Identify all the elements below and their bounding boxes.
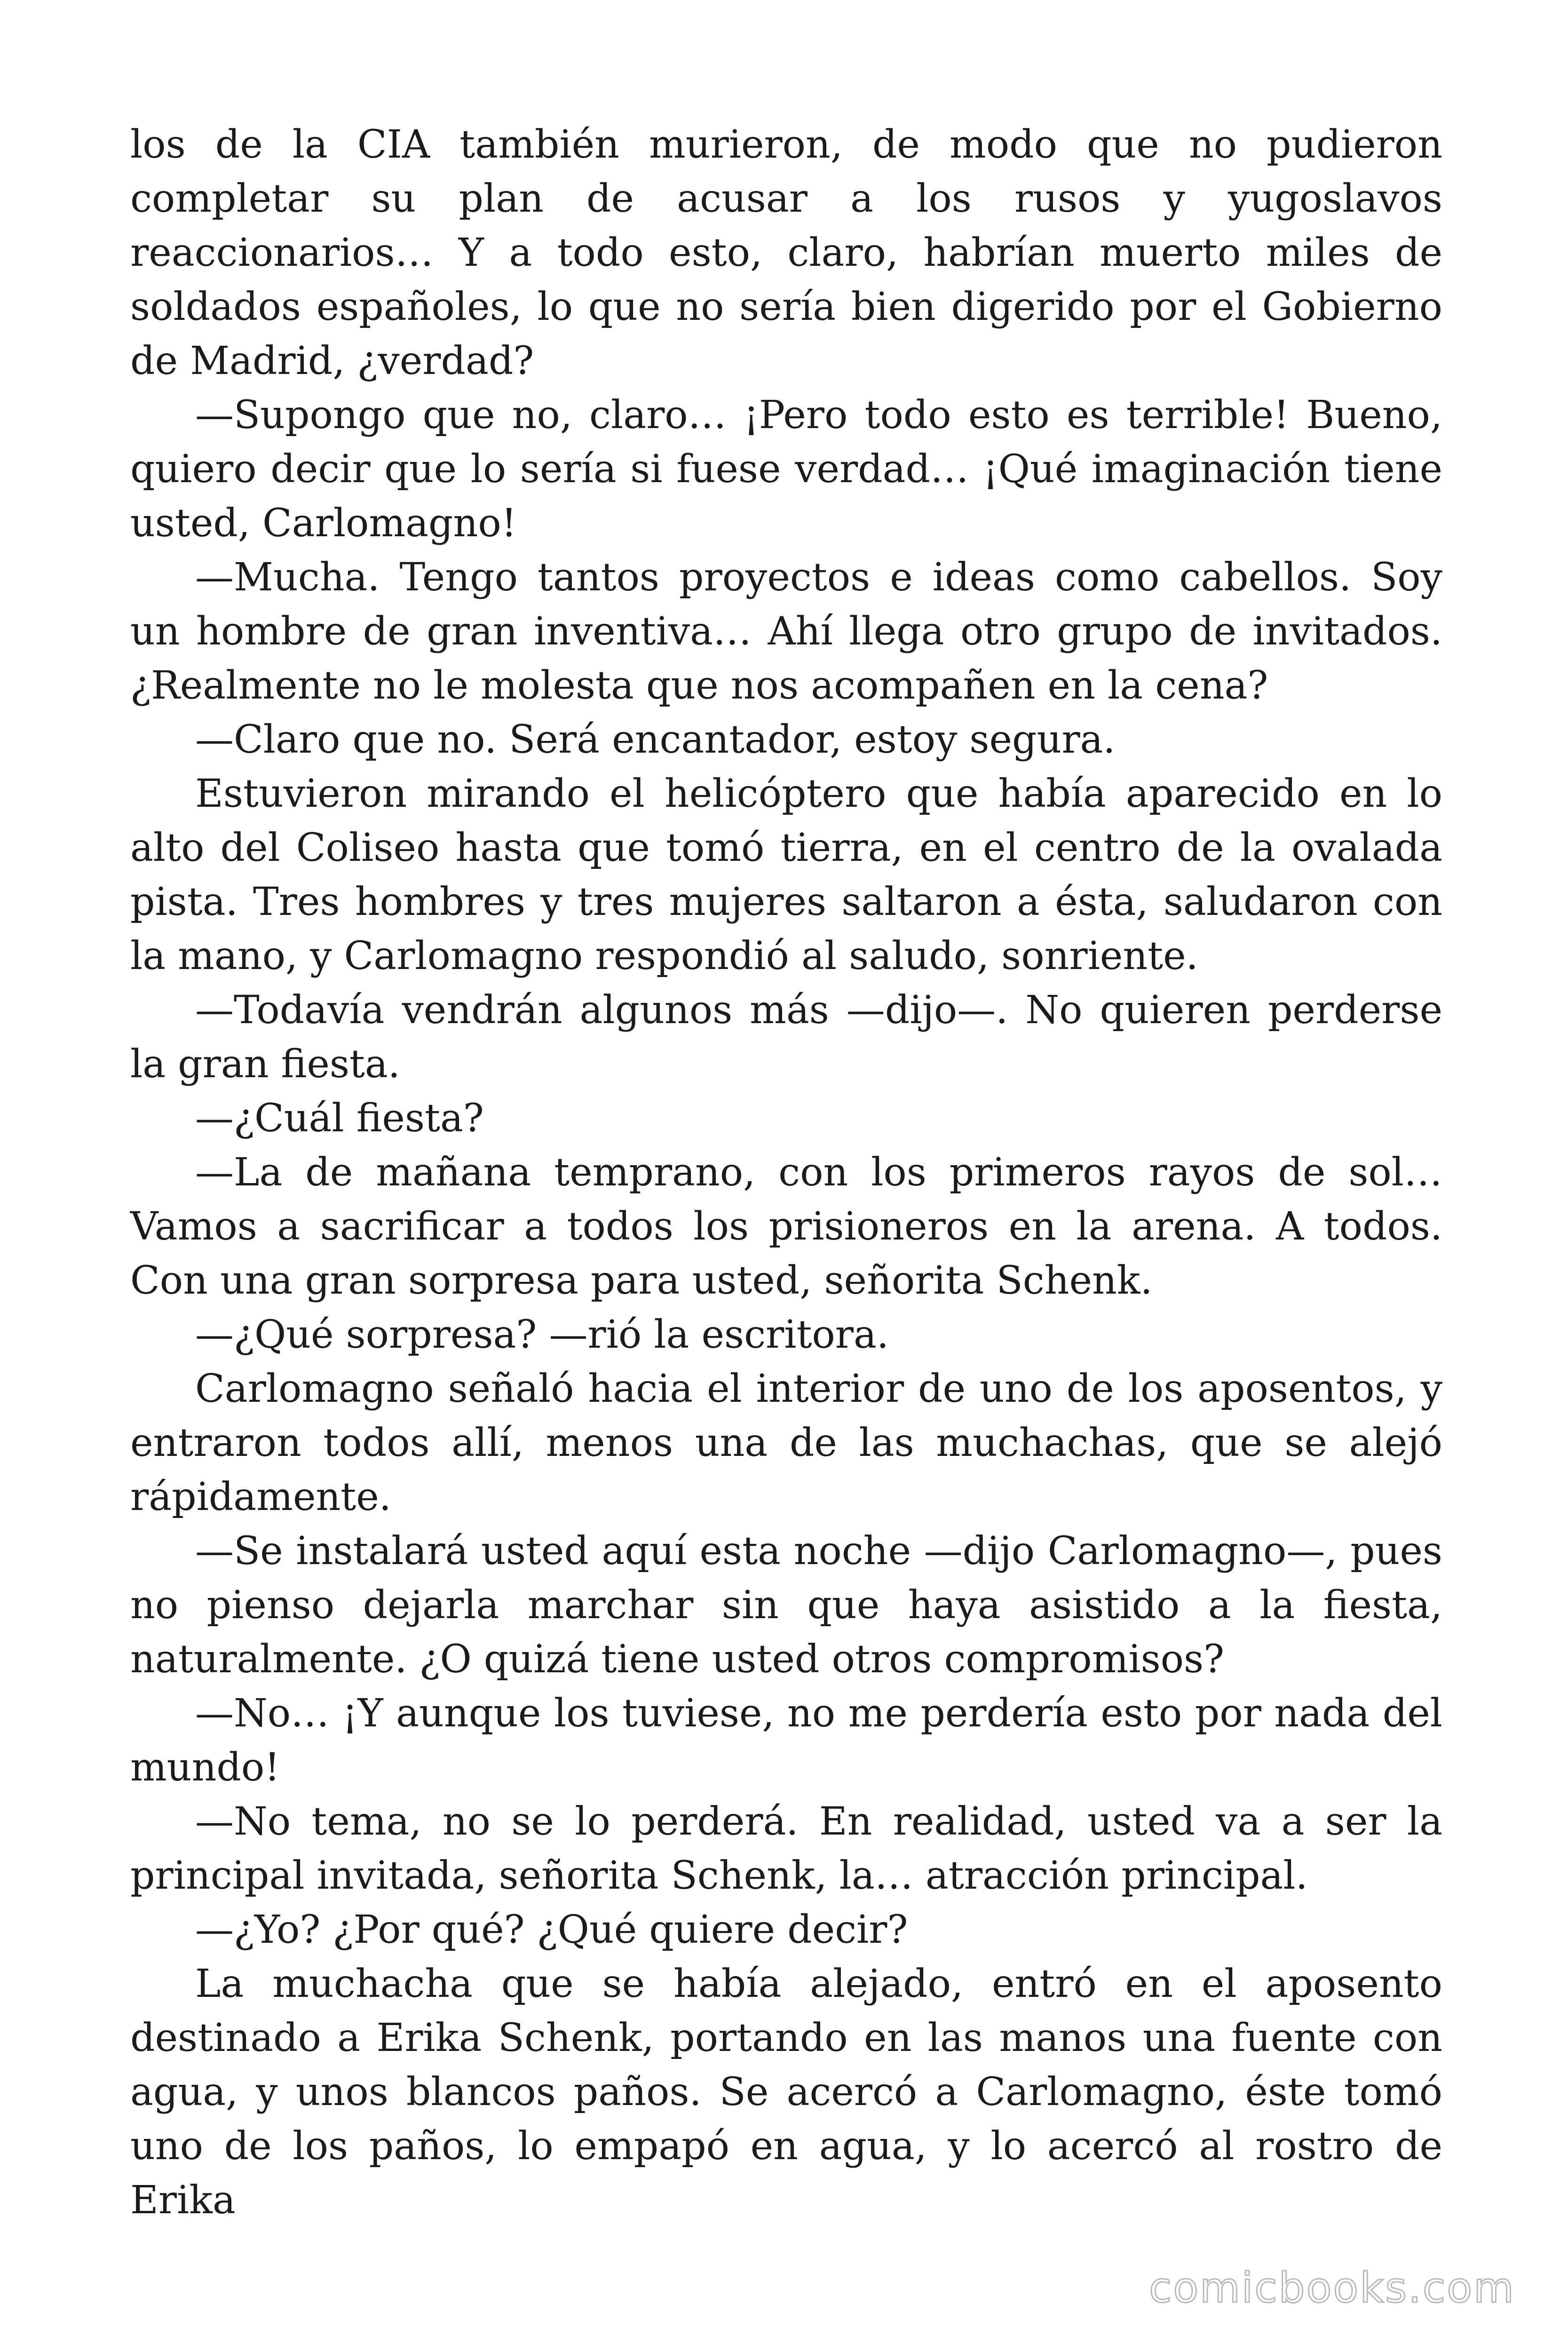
paragraph: —¿Qué sorpresa? —rió la escritora. <box>195 1312 889 1357</box>
paragraph: —Supongo que no, claro… ¡Pero todo esto es terrible! Bueno, quiero decir que lo sería si fuese verdad… ¡Qué imaginación tiene usted, Carlomagno! <box>130 393 1442 546</box>
paragraph: —¿Cuál fiesta? <box>195 1096 484 1141</box>
paragraph: Carlomagno señaló hacia el interior de uno de los aposentos, y entraron todos allí, menos una de las muchachas, que se alejó rápidamente. <box>130 1367 1442 1519</box>
paragraph: —¿Yo? ¿Por qué? ¿Qué quiere decir? <box>195 1907 908 1952</box>
paragraph: —La de mañana temprano, con los primeros rayos de sol… Vamos a sacrificar a todos los prisioneros en la arena. A todos. Con una gran sorpresa para usted, señorita Schenk. <box>130 1150 1442 1303</box>
paragraph: Estuvieron mirando el helicóptero que había aparecido en lo alto del Coliseo hasta que tomó tierra, en el centro de la ovalada pista. Tres hombres y tres mujeres saltaron a ésta, saludaron con la mano, y Carlomagno respondió al saludo, sonriente. <box>130 771 1442 978</box>
watermark: comicbooks.com <box>1148 2264 1515 2312</box>
paragraph: —No tema, no se lo perderá. En realidad, usted va a ser la principal invitada, señorita Schenk, la… atracción principal. <box>130 1799 1442 1898</box>
paragraph: —No… ¡Y aunque los tuviese, no me perdería esto por nada del mundo! <box>130 1691 1442 1790</box>
paragraph: —Claro que no. Será encantador, estoy segura. <box>195 717 1116 762</box>
page-body-text <box>130 118 1442 2227</box>
paragraph: La muchacha que se había alejado, entró en el aposento destinado a Erika Schenk, portando en las manos una fuente con agua, y unos blancos paños. Se acercó a Carlomagno, éste tomó uno de los paños, lo empapó en agua, y lo acercó al rostro de Erika <box>130 1962 1442 2223</box>
paragraph: —Todavía vendrán algunos más —dijo—. No quieren perderse la gran fiesta. <box>130 988 1442 1087</box>
paragraph: —Se instalará usted aquí esta noche —dijo Carlomagno—, pues no pienso dejarla marchar sin que haya asistido a la fiesta, naturalmente. ¿O quizá tiene usted otros compromisos? <box>130 1529 1442 1682</box>
paragraph: —Mucha. Tengo tantos proyectos e ideas como cabellos. Soy un hombre de gran inventiva… Ahí llega otro grupo de invitados. ¿Realmente no le molesta que nos acompañen en la cena? <box>130 555 1442 708</box>
paragraph: los de la CIA también murieron, de modo que no pudieron completar su plan de acusar a los rusos y yugoslavos reaccionarios… Y a todo esto, claro, habrían muerto miles de soldados españoles, lo que no sería bien digerido por el Gobierno de Madrid, ¿verdad? <box>130 122 1442 383</box>
